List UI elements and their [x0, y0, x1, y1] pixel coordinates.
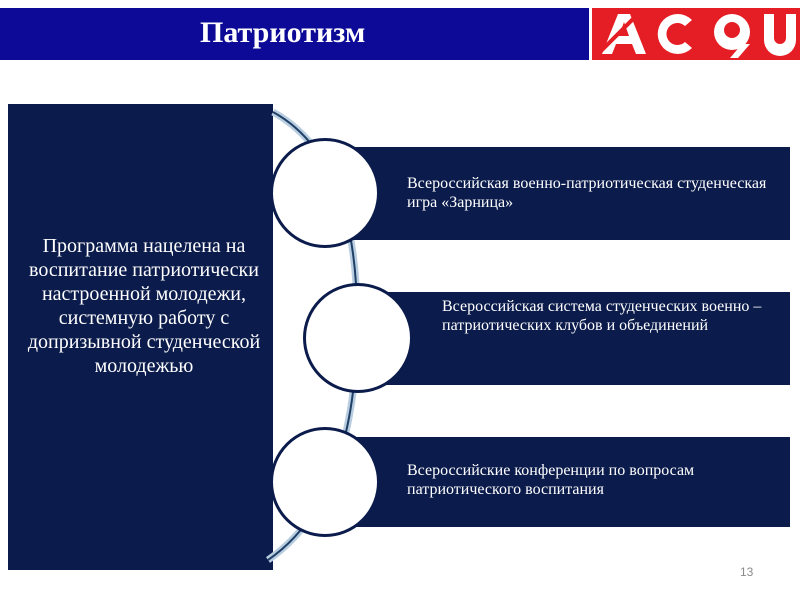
item-circle-3: [270, 427, 380, 537]
slide-title: Патриотизм: [200, 16, 366, 49]
item-text-1: Всероссийская военно-патриотическая студенческая игра «Зарница»: [407, 175, 767, 211]
item-circle-2: [303, 283, 413, 393]
item-bar-1: [325, 147, 790, 240]
item-bar-3: [325, 437, 790, 527]
item-bar-2: [360, 292, 790, 385]
program-description: Программа нацелена на воспитание патриотически настроенной молодежи, системную работу с допризывной студенческой молодежью: [27, 235, 261, 377]
page-number: 13: [740, 565, 754, 579]
item-text-3: Всероссийские конференции по вопросам патриотического воспитания: [407, 462, 695, 498]
item-circle-1: [270, 138, 380, 248]
item-text-2: Всероссийская система студенческих военно – патриотических клубов и объединений: [442, 298, 762, 334]
